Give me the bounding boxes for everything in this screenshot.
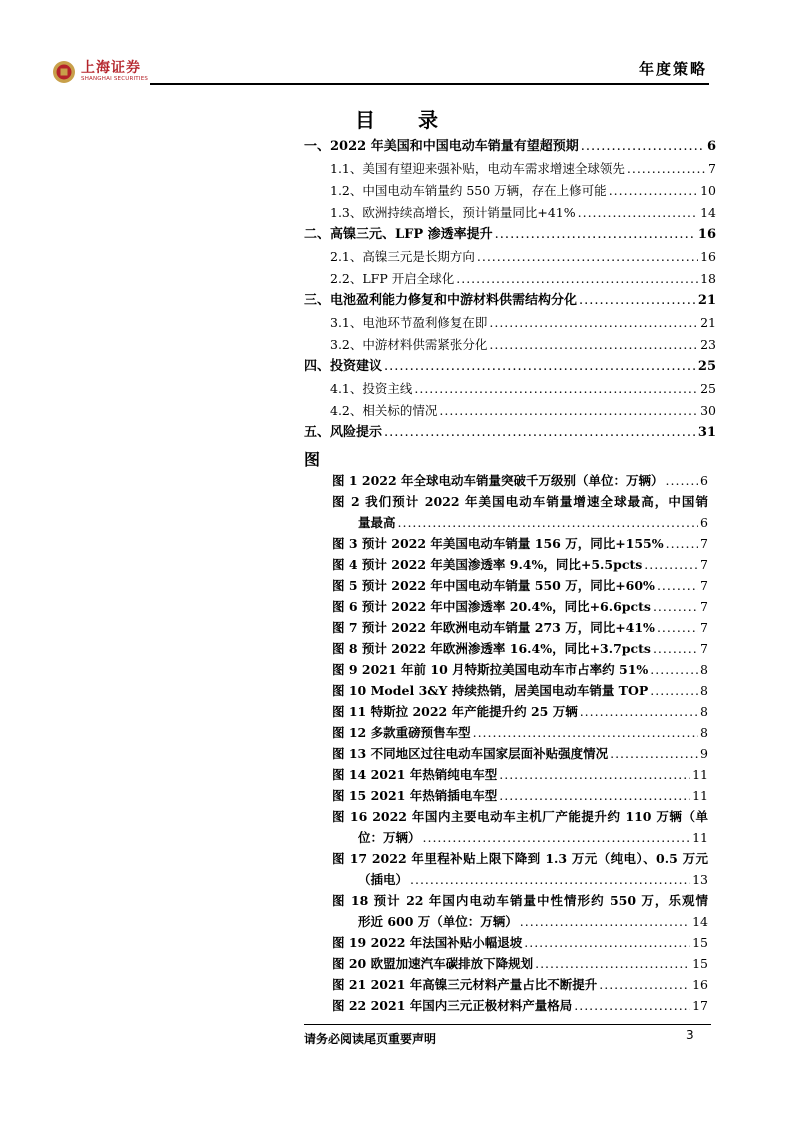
dot-leader xyxy=(650,659,698,680)
toc-entry-page: 16 xyxy=(697,227,716,242)
page-number: 3 xyxy=(686,1028,694,1042)
dot-leader xyxy=(657,617,698,638)
figure-list-item[interactable] xyxy=(332,659,708,680)
toc-section-link[interactable] xyxy=(304,246,716,268)
dot-leader xyxy=(473,722,698,743)
figure-page: 11 xyxy=(692,830,708,845)
figure-page: 16 xyxy=(692,977,708,992)
toc-entry-page: 14 xyxy=(700,205,716,220)
toc-entry-title: 1.3、欧洲持续高增长，预计销量同比+41% xyxy=(330,205,576,220)
figure-caption: 图 4 预计 2022 年美国渗透率 9.4%，同比+5.5pcts xyxy=(332,557,643,572)
figure-list-item[interactable] xyxy=(332,722,708,743)
dot-leader xyxy=(499,764,690,785)
dot-leader xyxy=(489,334,698,356)
figure-page: 9 xyxy=(700,746,708,761)
dot-leader xyxy=(423,827,691,848)
toc-entry-title: 2.1、高镍三元是长期方向 xyxy=(330,249,475,264)
figure-list-item[interactable] xyxy=(332,680,708,701)
figure-page: 14 xyxy=(692,914,708,929)
figure-list-item[interactable] xyxy=(332,701,708,722)
logo-chinese-name: 上海证券 xyxy=(81,60,141,77)
toc-section-link[interactable] xyxy=(304,158,716,180)
toc-entry-page: 25 xyxy=(697,359,716,374)
toc-entry-page: 18 xyxy=(700,271,716,286)
toc-entry-title: 三、电池盈利能力修复和中游材料供需结构分化 xyxy=(304,293,578,308)
toc-entry-title: 3.2、中游材料供需紧张分化 xyxy=(330,337,488,352)
toc-chapter-link[interactable] xyxy=(304,356,716,378)
figure-page: 7 xyxy=(700,536,708,551)
dot-leader xyxy=(579,290,696,312)
figure-list-item[interactable] xyxy=(332,785,708,806)
dot-leader xyxy=(609,180,698,202)
figure-page: 7 xyxy=(700,641,708,656)
figure-page: 6 xyxy=(700,473,708,488)
figure-caption: 图 20 欧盟加速汽车碳排放下降规划 xyxy=(332,956,534,971)
dot-leader xyxy=(653,596,698,617)
figure-caption-line1: 图 18 预计 22 年国内电动车销量中性情形约 550 万，乐观情 xyxy=(332,893,708,908)
toc-section-link[interactable] xyxy=(304,378,716,400)
figure-list-item[interactable] xyxy=(332,533,708,554)
figure-caption-line2: 量最高 xyxy=(358,515,396,530)
figure-list-item[interactable] xyxy=(332,995,708,1016)
report-type-title: 年度策略 xyxy=(638,60,707,78)
dot-leader xyxy=(520,911,690,932)
figure-caption: 图 10 Model 3&Y 持续热销，居美国电动车销量 TOP xyxy=(332,683,649,698)
dot-leader xyxy=(384,422,696,444)
toc-entry-page: 23 xyxy=(700,337,716,352)
figure-caption: 图 22 2021 年国内三元正极材料产量格局 xyxy=(332,998,573,1013)
figure-caption: 图 12 多款重磅预售车型 xyxy=(332,725,471,740)
figure-page: 17 xyxy=(692,998,708,1013)
figure-caption-line1: 图 17 2022 年里程补贴上限下降到 1.3 万元（纯电）、0.5 万元 xyxy=(332,851,708,866)
company-emblem-icon xyxy=(52,60,76,84)
figure-page: 7 xyxy=(700,599,708,614)
dot-leader xyxy=(657,575,698,596)
dot-leader xyxy=(489,312,698,334)
toc-entry-page: 21 xyxy=(697,293,716,308)
toc-entry-title: 一、2022 年美国和中国电动车销量有望超预期 xyxy=(304,139,579,154)
dot-leader xyxy=(524,932,690,953)
figure-caption: 图 1 2022 年全球电动车销量突破千万级别（单位：万辆） xyxy=(332,473,664,488)
figure-caption: 图 7 预计 2022 年欧洲电动车销量 273 万，同比+41% xyxy=(332,620,655,635)
toc-chapter-link[interactable] xyxy=(304,224,716,246)
header-divider xyxy=(150,83,709,85)
figure-list-item[interactable] xyxy=(332,932,708,953)
toc-entry-page: 16 xyxy=(700,249,716,264)
figure-list-item[interactable] xyxy=(332,806,708,848)
figure-page: 8 xyxy=(700,704,708,719)
toc-entry-page: 10 xyxy=(700,183,716,198)
toc-entry-page: 21 xyxy=(700,315,716,330)
dot-leader xyxy=(650,680,698,701)
figure-page: 7 xyxy=(700,620,708,635)
figure-caption: 图 5 预计 2022 年中国电动车销量 550 万，同比+60% xyxy=(332,578,655,593)
toc-entry-title: 4.1、投资主线 xyxy=(330,381,413,396)
figure-list-item[interactable] xyxy=(332,848,708,890)
figure-caption: 图 6 预计 2022 年中国渗透率 20.4%，同比+6.6pcts xyxy=(332,599,651,614)
figure-caption: 图 13 不同地区过往电动车国家层面补贴强度情况 xyxy=(332,746,609,761)
toc-entry-title: 四、投资建议 xyxy=(304,359,383,374)
dot-leader xyxy=(456,268,698,290)
logo-english-name: SHANGHAI SECURITIES xyxy=(81,76,149,83)
dot-leader xyxy=(666,533,698,554)
brand-logo xyxy=(52,60,148,84)
figure-caption: 图 21 2021 年高镍三元材料产量占比不断提升 xyxy=(332,977,598,992)
footer-disclaimer: 请务必阅读尾页重要声明 xyxy=(304,1032,437,1046)
dot-leader xyxy=(581,136,705,158)
figure-caption: 图 15 2021 年热销插电车型 xyxy=(332,788,498,803)
figure-page: 11 xyxy=(692,767,708,782)
figure-caption-line1: 图 16 2022 年国内主要电动车主机厂产能提升约 110 万辆（单 xyxy=(332,809,708,824)
toc-section-link[interactable] xyxy=(304,202,716,224)
dot-leader xyxy=(578,202,698,224)
dot-leader xyxy=(499,785,690,806)
figure-caption-line1: 图 2 我们预计 2022 年美国电动车销量增速全球最高，中国销 xyxy=(332,494,708,509)
figure-caption: 图 8 预计 2022 年欧洲渗透率 16.4%，同比+3.7pcts xyxy=(332,641,651,656)
toc-entry-title: 1.1、美国有望迎来强补贴，电动车需求增速全球领先 xyxy=(330,161,625,176)
dot-leader xyxy=(627,158,706,180)
table-of-contents xyxy=(304,136,716,444)
dot-leader xyxy=(495,224,696,246)
toc-entry-page: 25 xyxy=(700,381,716,396)
dot-leader xyxy=(410,869,690,890)
dot-leader xyxy=(477,246,698,268)
figure-page: 8 xyxy=(700,725,708,740)
figure-caption: 图 3 预计 2022 年美国电动车销量 156 万，同比+155% xyxy=(332,536,664,551)
figure-list-item[interactable] xyxy=(332,764,708,785)
toc-section-link[interactable] xyxy=(304,334,716,356)
figure-caption-line2: （插电） xyxy=(358,872,409,887)
toc-section-link[interactable] xyxy=(304,268,716,290)
dot-leader xyxy=(644,554,698,575)
toc-entry-page: 30 xyxy=(700,403,716,418)
figure-page: 8 xyxy=(700,683,708,698)
figure-page: 6 xyxy=(700,515,708,530)
toc-chapter-link[interactable] xyxy=(304,136,716,158)
figure-list-item[interactable] xyxy=(332,470,708,491)
dot-leader xyxy=(666,470,699,491)
toc-entry-title: 五、风险提示 xyxy=(304,425,383,440)
toc-chapter-link[interactable] xyxy=(304,422,716,444)
figure-caption-line2: 形近 600 万（单位：万辆） xyxy=(358,914,518,929)
footer-divider xyxy=(304,1024,711,1025)
dot-leader xyxy=(580,701,698,722)
figure-page: 7 xyxy=(700,578,708,593)
toc-entry-page: 31 xyxy=(697,425,716,440)
toc-section-link[interactable] xyxy=(304,312,716,334)
figure-page: 8 xyxy=(700,662,708,677)
figure-list-item[interactable] xyxy=(332,575,708,596)
dot-leader xyxy=(653,638,698,659)
figure-list-heading: 图 xyxy=(304,450,321,469)
toc-entry-page: 7 xyxy=(708,161,716,176)
figure-page: 11 xyxy=(692,788,708,803)
figure-list-item[interactable] xyxy=(332,554,708,575)
dot-leader xyxy=(599,974,690,995)
figure-list-item[interactable] xyxy=(332,638,708,659)
figure-list-item[interactable] xyxy=(332,491,708,533)
figure-list-item[interactable] xyxy=(332,743,708,764)
toc-entry-title: 二、高镍三元、LFP 渗透率提升 xyxy=(304,227,493,242)
figure-list-item[interactable] xyxy=(332,953,708,974)
dot-leader xyxy=(535,953,690,974)
figure-caption: 图 11 特斯拉 2022 年产能提升约 25 万辆 xyxy=(332,704,578,719)
figure-caption: 图 9 2021 年前 10 月特斯拉美国电动车市占率约 51% xyxy=(332,662,649,677)
figure-page: 15 xyxy=(692,956,708,971)
figure-page: 13 xyxy=(692,872,708,887)
figure-list xyxy=(332,470,708,1016)
dot-leader xyxy=(398,512,699,533)
toc-heading: 目 录 xyxy=(355,108,456,132)
toc-chapter-link[interactable] xyxy=(304,290,716,312)
figure-caption-line2: 位：万辆） xyxy=(358,830,421,845)
toc-section-link[interactable] xyxy=(304,180,716,202)
toc-section-link[interactable] xyxy=(304,400,716,422)
dot-leader xyxy=(439,400,698,422)
dot-leader xyxy=(610,743,698,764)
figure-caption: 图 19 2022 年法国补贴小幅退坡 xyxy=(332,935,523,950)
toc-entry-title: 3.1、电池环节盈利修复在即 xyxy=(330,315,488,330)
toc-entry-page: 6 xyxy=(706,139,716,154)
dot-leader xyxy=(574,995,690,1016)
toc-entry-title: 1.2、中国电动车销量约 550 万辆，存在上修可能 xyxy=(330,183,607,198)
toc-entry-title: 2.2、LFP 开启全球化 xyxy=(330,271,455,286)
figure-list-item[interactable] xyxy=(332,617,708,638)
dot-leader xyxy=(414,378,698,400)
figure-list-item[interactable] xyxy=(332,974,708,995)
figure-caption: 图 14 2021 年热销纯电车型 xyxy=(332,767,498,782)
figure-page: 7 xyxy=(700,557,708,572)
figure-list-item[interactable] xyxy=(332,890,708,932)
figure-page: 15 xyxy=(692,935,708,950)
figure-list-item[interactable] xyxy=(332,596,708,617)
dot-leader xyxy=(384,356,696,378)
toc-entry-title: 4.2、相关标的情况 xyxy=(330,403,438,418)
